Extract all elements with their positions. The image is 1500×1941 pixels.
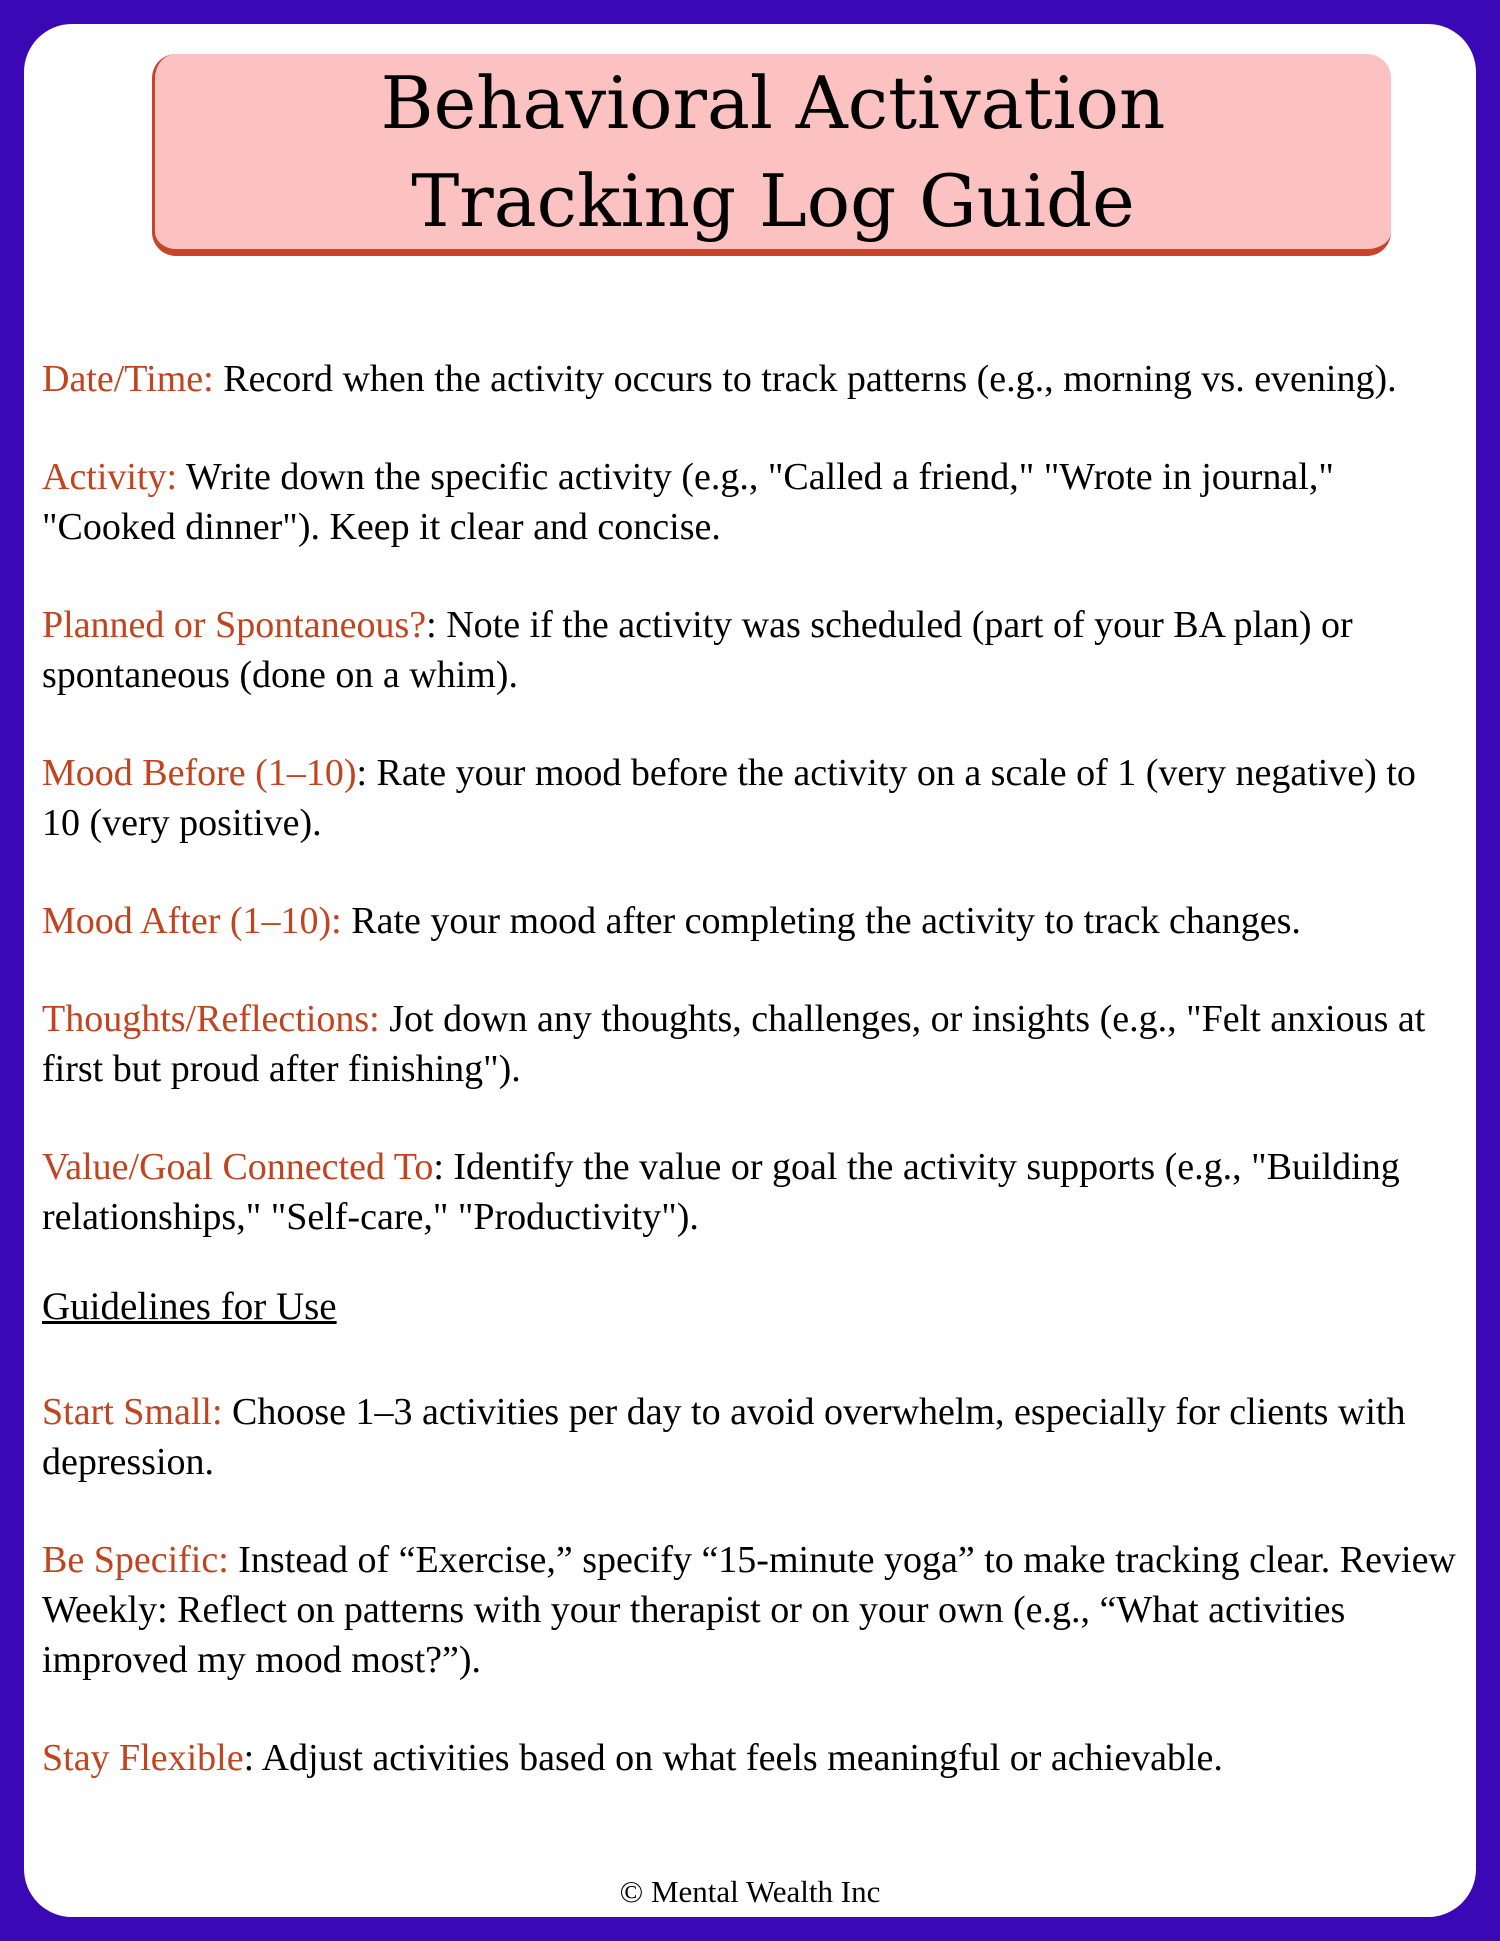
item-planned-spontaneous (42, 600, 1462, 700)
item-text: Choose 1–3 activities per day to avoid overwhelm, especially for clients with depression. (42, 1391, 1406, 1483)
item-text: : Rate your mood before the activity on a scale of 1 (very negative) to 10 (very positive). (42, 752, 1416, 844)
item-label: Be Specific: (42, 1539, 229, 1581)
item-label: Activity: (42, 456, 178, 498)
item-label: Start Small: (42, 1391, 223, 1433)
item-label: Planned or Spontaneous? (42, 604, 427, 646)
guidelines-heading: Guidelines for Use (42, 1285, 337, 1328)
guide-card (24, 24, 1476, 1917)
item-label: Mood Before (1–10) (42, 752, 357, 794)
item-activity (42, 452, 1462, 552)
item-text: : Identify the value or goal the activity supports (e.g., "Building relationships," "Self-care," "Productivity"). (42, 1146, 1400, 1238)
item-text: Instead of “Exercise,” specify “15-minute yoga” to make tracking clear. Review Weekly: Reflect on patterns with your therapist or on your own (e.g., “What activities improved my mood most?”). (42, 1539, 1456, 1681)
guideline-be-specific (42, 1535, 1462, 1685)
guide-content (42, 354, 1462, 1831)
item-label: Date/Time: (42, 358, 214, 400)
item-text: Record when the activity occurs to track patterns (e.g., morning vs. evening). (213, 358, 1397, 400)
title-banner (152, 54, 1391, 256)
item-label: Thoughts/Reflections: (42, 998, 380, 1040)
item-text: Jot down any thoughts, challenges, or insights (e.g., "Felt anxious at first but proud after finishing"). (42, 998, 1426, 1090)
guideline-start-small (42, 1387, 1462, 1487)
title-line-1: Behavioral Activation (380, 60, 1166, 145)
item-label: Mood After (1–10): (42, 900, 342, 942)
item-value-goal (42, 1142, 1462, 1242)
item-text: Write down the specific activity (e.g., "Called a friend," "Wrote in journal," "Cooked dinner"). Keep it clear and concise. (42, 456, 1334, 548)
item-text: Rate your mood after completing the activity to track changes. (341, 900, 1301, 942)
item-text: : Note if the activity was scheduled (part of your BA plan) or spontaneous (done on a whim). (42, 604, 1353, 696)
item-label: Value/Goal Connected To (42, 1146, 434, 1188)
guideline-stay-flexible (42, 1733, 1462, 1783)
item-label: Stay Flexible (42, 1737, 244, 1779)
title-line-2: Tracking Log Guide (411, 158, 1135, 243)
copyright-footer: © Mental Wealth Inc (619, 1874, 881, 1909)
item-date-time (42, 354, 1462, 404)
item-mood-after (42, 896, 1462, 946)
item-mood-before (42, 748, 1462, 848)
item-text: : Adjust activities based on what feels meaningful or achievable. (243, 1737, 1223, 1779)
item-thoughts-reflections (42, 994, 1462, 1094)
